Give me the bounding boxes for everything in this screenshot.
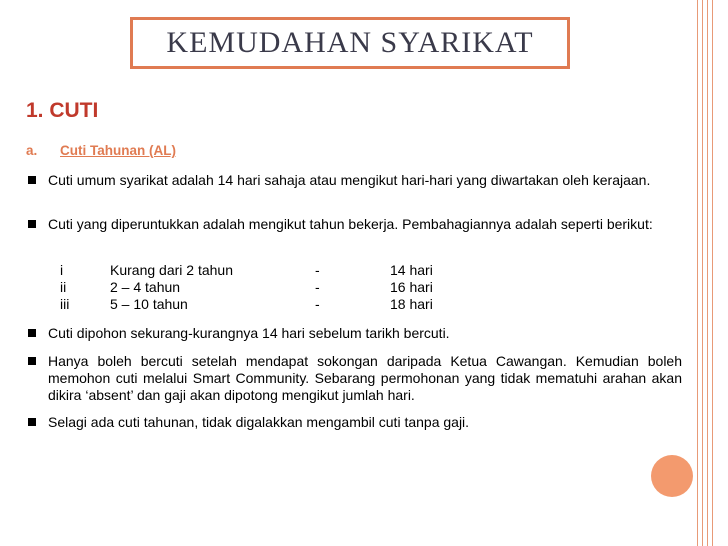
bullet-square-icon	[28, 418, 36, 426]
row-dash: -	[315, 279, 320, 295]
bullet-text: Cuti dipohon sekurang-kurangnya 14 hari sebelum tarikh bercuti.	[48, 325, 450, 341]
bullet-text: Selagi ada cuti tahunan, tidak digalakkan mengambil cuti tanpa gaji.	[48, 414, 470, 430]
bullet-square-icon	[28, 220, 36, 228]
bullet-3	[26, 325, 682, 342]
bullet-5	[26, 414, 682, 431]
row-number: ii	[60, 279, 67, 295]
subsection-heading	[26, 143, 176, 158]
bullet-text: Hanya boleh bercuti setelah mendapat sokongan daripada Ketua Cawangan. Kemudian boleh memohon cuti melalui Smart Community. Sebarang permohonan yang tidak mematuhi arahan akan dikira ‘absent’ dan gaji akan dipotong mengikut jumlah hari.	[48, 353, 682, 403]
row-number: iii	[60, 296, 70, 312]
row-range: 2 – 4 tahun	[110, 279, 181, 295]
decorative-circle-icon	[651, 455, 693, 497]
bullet-square-icon	[28, 176, 36, 184]
bullet-text: Cuti umum syarikat adalah 14 hari sahaja atau mengikut hari-hari yang diwartakan oleh kerajaan.	[48, 172, 651, 188]
section-heading: 1. CUTI	[26, 99, 99, 122]
bullet-text: Cuti yang diperuntukkan adalah mengikut tahun bekerja. Pembahagiannya adalah seperti berikut:	[48, 216, 653, 232]
bullet-1	[26, 172, 682, 189]
row-range: Kurang dari 2 tahun	[110, 262, 233, 278]
bullet-square-icon	[28, 357, 36, 365]
title-box	[130, 17, 570, 69]
decorative-line-4	[712, 0, 713, 546]
row-days: 16 hari	[390, 279, 433, 295]
row-dash: -	[315, 296, 320, 312]
bullet-2	[26, 216, 682, 233]
subsection-label: a.	[26, 143, 38, 158]
bullet-4	[26, 353, 682, 404]
bullet-square-icon	[28, 329, 36, 337]
row-dash: -	[315, 262, 320, 278]
row-days: 14 hari	[390, 262, 433, 278]
row-days: 18 hari	[390, 296, 433, 312]
decorative-line-2	[702, 0, 703, 546]
row-number: i	[60, 262, 64, 278]
decorative-line-1	[697, 0, 698, 546]
row-range: 5 – 10 tahun	[110, 296, 188, 312]
subsection-text: Cuti Tahunan (AL)	[60, 143, 176, 158]
decorative-line-3	[707, 0, 708, 546]
slide-title: KEMUDAHAN SYARIKAT	[166, 26, 534, 59]
